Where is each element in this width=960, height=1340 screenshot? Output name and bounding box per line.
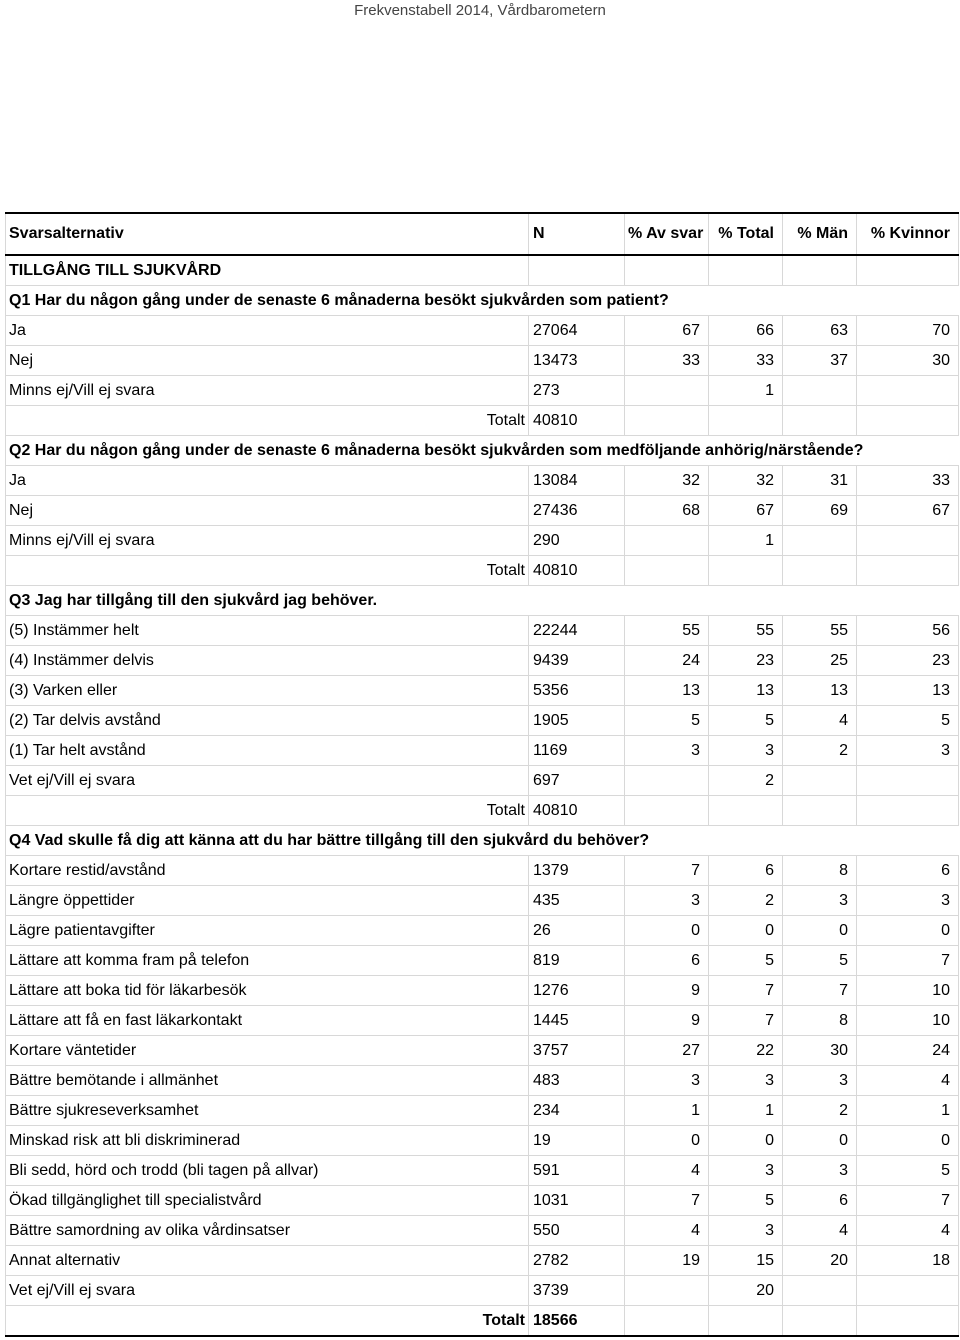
empty-cell (709, 406, 783, 436)
table-row (6, 496, 959, 526)
count-n: 3757 (529, 1036, 625, 1066)
answer-label: (4) Instämmer delvis (6, 646, 529, 676)
pct-man (783, 526, 857, 556)
count-n: 13084 (529, 466, 625, 496)
answer-label: Vet ej/Vill ej svara (6, 1276, 529, 1306)
count-n: 1379 (529, 856, 625, 886)
pct-man: 0 (783, 1126, 857, 1156)
count-n: 1031 (529, 1186, 625, 1216)
question-title: Q2 Har du någon gång under de senaste 6 månaderna besökt sjukvården som medföljande anhörig/närstående? (6, 436, 959, 466)
pct-total: 1 (709, 376, 783, 406)
count-n: 273 (529, 376, 625, 406)
pct-av-svar: 1 (625, 1096, 709, 1126)
table-row (6, 976, 959, 1006)
count-n: 435 (529, 886, 625, 916)
table-row (6, 736, 959, 766)
pct-man (783, 376, 857, 406)
pct-av-svar: 9 (625, 976, 709, 1006)
pct-total: 7 (709, 976, 783, 1006)
pct-kvinnor: 6 (857, 856, 959, 886)
pct-av-svar: 24 (625, 646, 709, 676)
pct-total: 2 (709, 886, 783, 916)
pct-man: 55 (783, 616, 857, 646)
empty-cell (625, 556, 709, 586)
pct-av-svar: 13 (625, 676, 709, 706)
header-n: N (529, 213, 625, 255)
table-row (6, 886, 959, 916)
count-n: 550 (529, 1216, 625, 1246)
count-n: 22244 (529, 616, 625, 646)
pct-total: 22 (709, 1036, 783, 1066)
pct-total: 7 (709, 1006, 783, 1036)
pct-kvinnor: 70 (857, 316, 959, 346)
table-row (6, 946, 959, 976)
count-n: 1905 (529, 706, 625, 736)
answer-label: Ja (6, 466, 529, 496)
empty-cell (857, 556, 959, 586)
table-row (6, 346, 959, 376)
pct-kvinnor: 10 (857, 976, 959, 1006)
total-value: 40810 (529, 406, 625, 436)
pct-total: 6 (709, 856, 783, 886)
question-title: Q1 Har du någon gång under de senaste 6 månaderna besökt sjukvården som patient? (6, 286, 959, 316)
total-row (6, 1306, 959, 1337)
pct-av-svar: 3 (625, 886, 709, 916)
table-row (6, 646, 959, 676)
pct-total: 3 (709, 1156, 783, 1186)
total-row (6, 796, 959, 826)
question-row (6, 586, 959, 616)
pct-man (783, 1276, 857, 1306)
pct-kvinnor: 24 (857, 1036, 959, 1066)
pct-av-svar (625, 1276, 709, 1306)
total-label: Totalt (6, 556, 529, 586)
table-body (6, 213, 959, 1336)
pct-av-svar: 27 (625, 1036, 709, 1066)
header-pct-av-svar: % Av svar (625, 213, 709, 255)
table-row (6, 1006, 959, 1036)
pct-man: 5 (783, 946, 857, 976)
empty-cell (783, 796, 857, 826)
pct-kvinnor (857, 526, 959, 556)
pct-av-svar: 4 (625, 1216, 709, 1246)
total-value: 40810 (529, 556, 625, 586)
header-pct-man: % Män (783, 213, 857, 255)
header-pct-total: % Total (709, 213, 783, 255)
count-n: 697 (529, 766, 625, 796)
pct-av-svar: 19 (625, 1246, 709, 1276)
count-n: 26 (529, 916, 625, 946)
pct-kvinnor: 23 (857, 646, 959, 676)
pct-man: 69 (783, 496, 857, 526)
pct-av-svar: 55 (625, 616, 709, 646)
total-label: Totalt (6, 1306, 529, 1337)
pct-man: 20 (783, 1246, 857, 1276)
answer-label: (3) Varken eller (6, 676, 529, 706)
page-title: Frekvenstabell 2014, Vårdbarometern (354, 2, 606, 19)
pct-total: 0 (709, 916, 783, 946)
pct-man: 3 (783, 1066, 857, 1096)
frequency-table-container (5, 212, 958, 1337)
count-n: 1276 (529, 976, 625, 1006)
table-row (6, 1126, 959, 1156)
answer-label: Annat alternativ (6, 1246, 529, 1276)
pct-total: 13 (709, 676, 783, 706)
question-row (6, 286, 959, 316)
count-n: 2782 (529, 1246, 625, 1276)
pct-total: 23 (709, 646, 783, 676)
pct-man: 0 (783, 916, 857, 946)
answer-label: Lättare att få en fast läkarkontakt (6, 1006, 529, 1036)
pct-man: 63 (783, 316, 857, 346)
answer-label: Kortare restid/avstånd (6, 856, 529, 886)
pct-total: 1 (709, 526, 783, 556)
pct-av-svar: 9 (625, 1006, 709, 1036)
count-n: 5356 (529, 676, 625, 706)
pct-kvinnor: 0 (857, 1126, 959, 1156)
pct-total: 0 (709, 1126, 783, 1156)
question-title: Q4 Vad skulle få dig att känna att du har bättre tillgång till den sjukvård du behöver? (6, 826, 959, 856)
answer-label: Minns ej/Vill ej svara (6, 526, 529, 556)
question-row (6, 826, 959, 856)
table-row (6, 766, 959, 796)
pct-av-svar: 7 (625, 856, 709, 886)
table-row (6, 1216, 959, 1246)
pct-total: 5 (709, 1186, 783, 1216)
count-n: 13473 (529, 346, 625, 376)
pct-kvinnor: 5 (857, 1156, 959, 1186)
count-n: 290 (529, 526, 625, 556)
pct-man: 6 (783, 1186, 857, 1216)
table-row (6, 1036, 959, 1066)
pct-man: 25 (783, 646, 857, 676)
pct-kvinnor: 3 (857, 886, 959, 916)
pct-kvinnor: 30 (857, 346, 959, 376)
answer-label: Bättre sjukreseverksamhet (6, 1096, 529, 1126)
table-row (6, 1246, 959, 1276)
pct-kvinnor (857, 1276, 959, 1306)
pct-kvinnor: 13 (857, 676, 959, 706)
pct-total: 5 (709, 946, 783, 976)
table-row (6, 1276, 959, 1306)
answer-label: Bättre samordning av olika vårdinsatser (6, 1216, 529, 1246)
count-n: 3739 (529, 1276, 625, 1306)
count-n: 1445 (529, 1006, 625, 1036)
table-row (6, 466, 959, 496)
pct-total: 3 (709, 1066, 783, 1096)
pct-av-svar: 0 (625, 916, 709, 946)
answer-label: Bättre bemötande i allmänhet (6, 1066, 529, 1096)
pct-total: 15 (709, 1246, 783, 1276)
empty-cell (625, 406, 709, 436)
count-n: 234 (529, 1096, 625, 1126)
pct-man: 4 (783, 1216, 857, 1246)
empty-cell (709, 796, 783, 826)
pct-av-svar: 68 (625, 496, 709, 526)
pct-kvinnor (857, 376, 959, 406)
pct-av-svar (625, 526, 709, 556)
total-label: Totalt (6, 796, 529, 826)
count-n: 483 (529, 1066, 625, 1096)
pct-kvinnor: 7 (857, 946, 959, 976)
table-row (6, 916, 959, 946)
pct-total: 1 (709, 1096, 783, 1126)
table-row (6, 1066, 959, 1096)
pct-man: 8 (783, 856, 857, 886)
header-svarsalternativ: Svarsalternativ (6, 213, 529, 255)
empty-cell (857, 1306, 959, 1337)
pct-man: 2 (783, 736, 857, 766)
pct-total: 5 (709, 706, 783, 736)
answer-label: Minskad risk att bli diskriminerad (6, 1126, 529, 1156)
answer-label: Kortare väntetider (6, 1036, 529, 1066)
pct-kvinnor: 56 (857, 616, 959, 646)
pct-kvinnor: 4 (857, 1216, 959, 1246)
pct-av-svar (625, 376, 709, 406)
answer-label: Lägre patientavgifter (6, 916, 529, 946)
pct-total: 3 (709, 736, 783, 766)
pct-kvinnor: 67 (857, 496, 959, 526)
total-value: 40810 (529, 796, 625, 826)
table-row (6, 1096, 959, 1126)
pct-total: 32 (709, 466, 783, 496)
table-row (6, 1156, 959, 1186)
pct-man: 2 (783, 1096, 857, 1126)
header-pct-kvinnor: % Kvinnor (857, 213, 959, 255)
answer-label: Vet ej/Vill ej svara (6, 766, 529, 796)
pct-kvinnor: 4 (857, 1066, 959, 1096)
answer-label: Lättare att boka tid för läkarbesök (6, 976, 529, 1006)
empty-cell (857, 406, 959, 436)
total-row (6, 406, 959, 436)
count-n: 9439 (529, 646, 625, 676)
table-row (6, 376, 959, 406)
pct-man: 4 (783, 706, 857, 736)
table-header-row (6, 213, 959, 255)
pct-total: 33 (709, 346, 783, 376)
pct-man: 13 (783, 676, 857, 706)
answer-label: Nej (6, 496, 529, 526)
empty-cell (625, 796, 709, 826)
pct-av-svar: 7 (625, 1186, 709, 1216)
answer-label: (5) Instämmer helt (6, 616, 529, 646)
pct-kvinnor: 10 (857, 1006, 959, 1036)
table-row (6, 706, 959, 736)
pct-av-svar: 33 (625, 346, 709, 376)
answer-label: Bli sedd, hörd och trodd (bli tagen på allvar) (6, 1156, 529, 1186)
pct-av-svar: 0 (625, 1126, 709, 1156)
answer-label: Längre öppettider (6, 886, 529, 916)
pct-man: 3 (783, 886, 857, 916)
pct-av-svar: 5 (625, 706, 709, 736)
count-n: 19 (529, 1126, 625, 1156)
pct-kvinnor: 18 (857, 1246, 959, 1276)
pct-man: 31 (783, 466, 857, 496)
answer-label: (2) Tar delvis avstånd (6, 706, 529, 736)
pct-man: 3 (783, 1156, 857, 1186)
answer-label: (1) Tar helt avstånd (6, 736, 529, 766)
pct-total: 3 (709, 1216, 783, 1246)
pct-av-svar (625, 766, 709, 796)
table-row (6, 856, 959, 886)
count-n: 1169 (529, 736, 625, 766)
empty-cell (709, 556, 783, 586)
table-row (6, 316, 959, 346)
pct-kvinnor: 0 (857, 916, 959, 946)
pct-av-svar: 4 (625, 1156, 709, 1186)
pct-kvinnor: 33 (857, 466, 959, 496)
pct-total: 2 (709, 766, 783, 796)
pct-man (783, 766, 857, 796)
section-row (6, 255, 959, 286)
pct-total: 20 (709, 1276, 783, 1306)
question-title: Q3 Jag har tillgång till den sjukvård jag behöver. (6, 586, 959, 616)
count-n: 819 (529, 946, 625, 976)
pct-av-svar: 32 (625, 466, 709, 496)
table-row (6, 526, 959, 556)
total-value: 18566 (529, 1306, 625, 1337)
pct-kvinnor: 5 (857, 706, 959, 736)
empty-cell (625, 1306, 709, 1337)
answer-label: Lättare att komma fram på telefon (6, 946, 529, 976)
count-n: 27436 (529, 496, 625, 526)
pct-kvinnor: 1 (857, 1096, 959, 1126)
pct-kvinnor: 3 (857, 736, 959, 766)
pct-total: 55 (709, 616, 783, 646)
total-label: Totalt (6, 406, 529, 436)
answer-label: Ökad tillgänglighet till specialistvård (6, 1186, 529, 1216)
table-row (6, 1186, 959, 1216)
pct-man: 7 (783, 976, 857, 1006)
question-row (6, 436, 959, 466)
pct-av-svar: 67 (625, 316, 709, 346)
pct-total: 67 (709, 496, 783, 526)
pct-kvinnor: 7 (857, 1186, 959, 1216)
empty-cell (709, 1306, 783, 1337)
empty-cell (783, 556, 857, 586)
empty-cell (783, 1306, 857, 1337)
table-row (6, 676, 959, 706)
answer-label: Ja (6, 316, 529, 346)
count-n: 27064 (529, 316, 625, 346)
pct-kvinnor (857, 766, 959, 796)
table-row (6, 616, 959, 646)
pct-total: 66 (709, 316, 783, 346)
pct-man: 8 (783, 1006, 857, 1036)
empty-cell (857, 796, 959, 826)
total-row (6, 556, 959, 586)
section-title: TILLGÅNG TILL SJUKVÅRD (6, 255, 529, 286)
answer-label: Nej (6, 346, 529, 376)
empty-cell (783, 406, 857, 436)
pct-man: 30 (783, 1036, 857, 1066)
count-n: 591 (529, 1156, 625, 1186)
pct-av-svar: 3 (625, 1066, 709, 1096)
answer-label: Minns ej/Vill ej svara (6, 376, 529, 406)
frequency-table (5, 212, 959, 1337)
pct-man: 37 (783, 346, 857, 376)
pct-av-svar: 3 (625, 736, 709, 766)
pct-av-svar: 6 (625, 946, 709, 976)
